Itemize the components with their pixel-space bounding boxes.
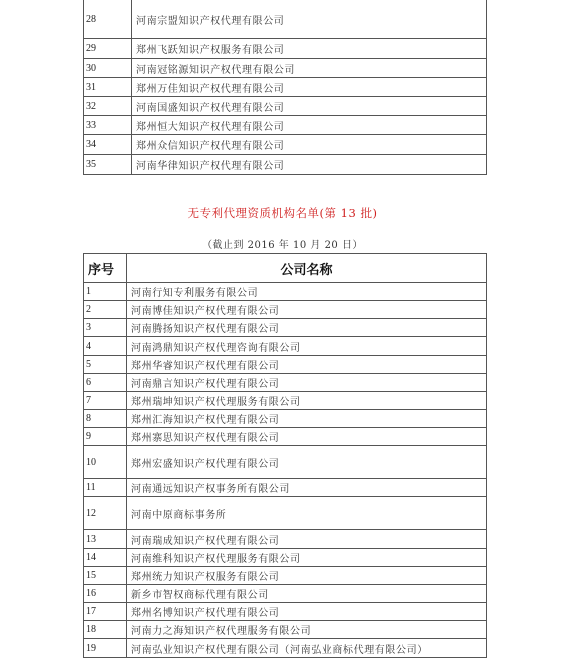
table-row <box>84 39 487 59</box>
row-number: 3 <box>84 319 127 337</box>
row-number: 6 <box>84 374 127 392</box>
section-subtitle: （截止到 2016 年 10 月 20 日） <box>202 240 363 251</box>
row-number: 16 <box>84 585 127 603</box>
section-title: 无专利代理资质机构名单(第 13 批) <box>187 206 378 220</box>
row-number: 1 <box>84 283 127 301</box>
row-number: 33 <box>84 116 132 135</box>
row-number: 29 <box>84 39 132 59</box>
company-name: 河南力之海知识产权代理服务有限公司 <box>127 621 487 639</box>
company-name: 郑州宏盛知识产权代理有限公司 <box>127 446 487 479</box>
table-row <box>84 155 487 175</box>
row-number: 4 <box>84 337 127 356</box>
row-number: 15 <box>84 567 127 585</box>
table-row <box>84 392 487 410</box>
row-number: 30 <box>84 59 132 78</box>
table-row <box>84 567 487 585</box>
table-row <box>84 116 487 135</box>
row-number: 34 <box>84 135 132 155</box>
table-row <box>84 78 487 97</box>
company-name: 郑州华睿知识产权代理有限公司 <box>127 356 487 374</box>
table-row <box>84 621 487 639</box>
table-row <box>84 428 487 446</box>
table-row <box>84 337 487 356</box>
company-name: 河南宗盟知识产权代理有限公司 <box>132 0 487 39</box>
row-number: 32 <box>84 97 132 116</box>
row-number: 7 <box>84 392 127 410</box>
company-name: 郑州飞跃知识产权服务有限公司 <box>132 39 487 59</box>
row-number: 14 <box>84 549 127 567</box>
company-name: 河南瑞成知识产权代理有限公司 <box>127 530 487 549</box>
row-number: 8 <box>84 410 127 428</box>
row-number: 18 <box>84 621 127 639</box>
company-name: 郑州瑞坤知识产权代理服务有限公司 <box>127 392 487 410</box>
table-row <box>84 0 487 39</box>
row-number: 11 <box>84 479 127 497</box>
column-header-company: 公司名称 <box>127 254 487 283</box>
table-header-row <box>84 254 487 283</box>
row-number: 2 <box>84 301 127 319</box>
table-row <box>84 410 487 428</box>
table-row <box>84 59 487 78</box>
table-row <box>84 585 487 603</box>
company-name: 河南国盛知识产权代理有限公司 <box>132 97 487 116</box>
company-name: 河南通远知识产权事务所有限公司 <box>127 479 487 497</box>
row-number: 5 <box>84 356 127 374</box>
company-name: 河南博佳知识产权代理有限公司 <box>127 301 487 319</box>
table-row <box>84 603 487 621</box>
company-name: 郑州恒大知识产权代理有限公司 <box>132 116 487 135</box>
row-number: 35 <box>84 155 132 175</box>
company-name: 郑州众信知识产权代理有限公司 <box>132 135 487 155</box>
row-number: 17 <box>84 603 127 621</box>
company-name: 河南维科知识产权代理服务有限公司 <box>127 549 487 567</box>
company-name: 河南冠铭源知识产权代理有限公司 <box>132 59 487 78</box>
row-number: 9 <box>84 428 127 446</box>
table-row <box>84 374 487 392</box>
company-name: 郑州寨思知识产权代理有限公司 <box>127 428 487 446</box>
table-row <box>84 97 487 116</box>
table-row <box>84 639 487 658</box>
table-row <box>84 356 487 374</box>
table-row <box>84 283 487 301</box>
row-number: 13 <box>84 530 127 549</box>
table-row <box>84 479 487 497</box>
company-name: 河南鼎言知识产权代理有限公司 <box>127 374 487 392</box>
column-header-number: 序号 <box>84 254 127 283</box>
table-row <box>84 301 487 319</box>
company-name: 河南腾扬知识产权代理有限公司 <box>127 319 487 337</box>
row-number: 28 <box>84 0 132 39</box>
company-name: 郑州统力知识产权服务有限公司 <box>127 567 487 585</box>
company-name: 河南中原商标事务所 <box>127 497 487 530</box>
company-name: 河南华律知识产权代理有限公司 <box>132 155 487 175</box>
row-number: 12 <box>84 497 127 530</box>
company-name: 新乡市智权商标代理有限公司 <box>127 585 487 603</box>
table-row <box>84 135 487 155</box>
company-name: 郑州万佳知识产权代理有限公司 <box>132 78 487 97</box>
agency-table-continued <box>83 0 487 175</box>
row-number: 19 <box>84 639 127 658</box>
table-row <box>84 549 487 567</box>
table-row <box>84 530 487 549</box>
table-row <box>84 319 487 337</box>
company-name: 河南弘业知识产权代理有限公司（河南弘业商标代理有限公司） <box>127 639 487 658</box>
row-number: 31 <box>84 78 132 97</box>
company-name: 河南鸿鼎知识产权代理咨询有限公司 <box>127 337 487 356</box>
table-row <box>84 497 487 530</box>
table-row <box>84 446 487 479</box>
company-name: 河南行知专利服务有限公司 <box>127 283 487 301</box>
agency-table <box>83 253 487 658</box>
company-name: 郑州汇海知识产权代理有限公司 <box>127 410 487 428</box>
row-number: 10 <box>84 446 127 479</box>
company-name: 郑州名博知识产权代理有限公司 <box>127 603 487 621</box>
